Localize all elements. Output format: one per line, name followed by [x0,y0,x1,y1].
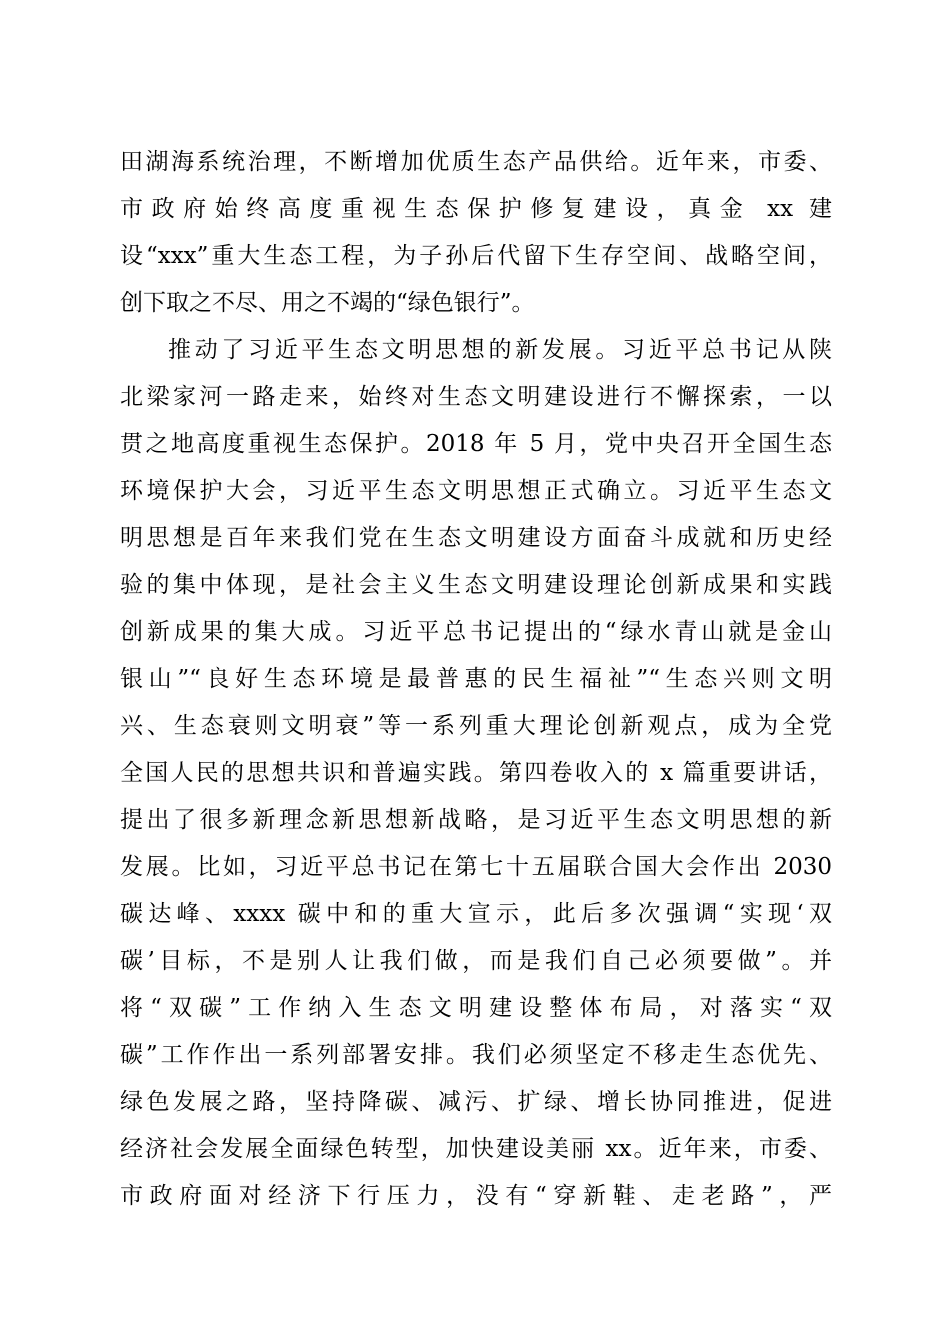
text-line: 验的集中体现，是社会主义生态文明建设理论创新成果和实践 [120,572,832,598]
paragraph-2 [120,327,832,1220]
text-line: 设“xxx”重大生态工程，为子孙后代留下生存空间、战略空间， [120,243,832,269]
text-line: 绿色发展之路，坚持降碳、减污、扩绿、增长协同推进，促进 [120,1089,832,1115]
paragraph-1 [120,139,832,327]
text-line: 市政府面对经济下行压力，没有“穿新鞋、走老路”，严 [120,1183,832,1209]
text-line: 北梁家河一路走来，始终对生态文明建设进行不懈探索，一以 [120,384,832,410]
text-line: 田湖海系统治理，不断增加优质生态产品供给。近年来，市委、 [120,149,832,175]
text-line: 创新成果的集大成。习近平总书记提出的“绿水青山就是金山 [120,619,832,645]
text-line: 经济社会发展全面绿色转型，加快建设美丽 xx。近年来，市委、 [120,1136,832,1162]
text-line: 推动了习近平生态文明思想的新发展。习近平总书记从陕 [168,337,832,363]
text-line: 贯之地高度重视生态保护。2018 年 5 月，党中央召开全国生态 [120,431,832,457]
text-line: 碳’目标，不是别人让我们做，而是我们自己必须要做”。并 [120,948,832,974]
text-line: 环境保护大会，习近平生态文明思想正式确立。习近平生态文 [120,478,832,504]
text-line: 碳达峰、xxxx 碳中和的重大宣示，此后多次强调“实现‘双 [120,901,832,927]
body-text [120,139,832,1220]
text-line: 全国人民的思想共识和普遍实践。第四卷收入的 x 篇重要讲话， [120,760,832,786]
text-line: 市政府始终高度重视生态保护修复建设，真金 xx 建 [120,196,832,222]
text-line: 将“双碳”工作纳入生态文明建设整体布局，对落实“双 [120,995,832,1021]
text-line: 银山”“良好生态环境是最普惠的民生福祉”“生态兴则文明 [120,666,832,692]
text-line: 提出了很多新理念新思想新战略，是习近平生态文明思想的新 [120,807,832,833]
text-line: 明思想是百年来我们党在生态文明建设方面奋斗成就和历史经 [120,525,832,551]
text-line: 兴、生态衰则文明衰”等一系列重大理论创新观点，成为全党 [120,713,832,739]
text-line: 创下取之不尽、用之不竭的“绿色银行”。 [120,290,535,316]
text-line: 发展。比如，习近平总书记在第七十五届联合国大会作出 2030 [120,854,832,880]
text-line: 碳”工作作出一系列部署安排。我们必须坚定不移走生态优先、 [120,1042,832,1068]
